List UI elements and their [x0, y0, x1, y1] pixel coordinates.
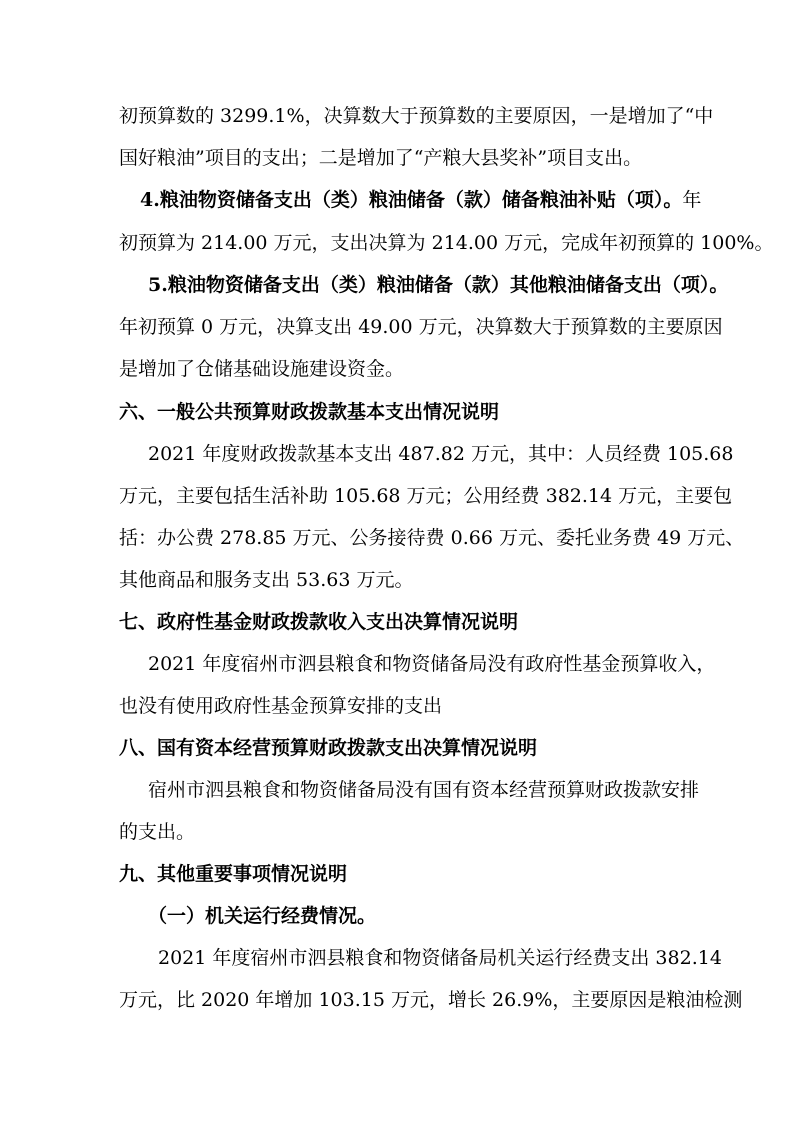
section-heading-line [119, 857, 699, 891]
section-heading: 5.粮油物资储备支出（类）粮油储备（款）其他粮油储备支出（项）。 [148, 274, 729, 296]
line-text: 宿州市泗县粮食和物资储备局没有国有资本经营预算财政拨款安排 [148, 779, 700, 801]
paragraph-line [119, 99, 714, 133]
section-heading: 4.粮油物资储备支出（类）粮油储备（款）储备粮油补贴（项）。 [140, 189, 683, 211]
section-line [140, 183, 702, 217]
section-heading: 六、一般公共预算财政拨款基本支出情况说明 [119, 401, 500, 423]
subsection-heading-line [148, 899, 699, 933]
section-heading: 八、国有资本经营预算财政拨款支出决算情况说明 [119, 737, 538, 759]
line-text: 年初预算 0 万元，决算支出 49.00 万元，决算数大于预算数的主要原因 [119, 316, 723, 338]
line-text: 2021 年度宿州市泗县粮食和物资储备局机关运行经费支出 382.14 [158, 947, 722, 969]
line-text: 初预算数的 3299.1%，决算数大于预算数的主要原因，一是增加了“中 [119, 105, 714, 127]
line-text: 万元，主要包括生活补助 105.68 万元；公用经费 382.14 万元，主要包 [119, 485, 733, 507]
line-text: 括：办公费 278.85 万元、公务接待费 0.66 万元、委托业务费 49 万元、 [119, 527, 745, 549]
section-heading: 九、其他重要事项情况说明 [119, 863, 348, 885]
line-text: 2021 年度宿州市泗县粮食和物资储备局没有政府性基金预算收入， [148, 653, 716, 675]
line-text: 2021 年度财政拨款基本支出 487.82 万元，其中：人员经费 105.68 [148, 443, 734, 465]
paragraph-line [119, 521, 745, 555]
paragraph-line [119, 815, 699, 849]
line-text: 初预算为 214.00 万元，支出决算为 214.00 万元，完成年初预算的 100%。 [119, 232, 774, 254]
paragraph-line [119, 352, 699, 386]
paragraph-line [119, 983, 743, 1017]
section-heading: 七、政府性基金财政拨款收入支出决算情况说明 [119, 611, 519, 633]
line-text: 的支出。 [119, 821, 196, 843]
paragraph-line [148, 773, 699, 807]
paragraph-line [119, 563, 699, 597]
section-heading-line [119, 605, 699, 639]
line-text: 是增加了仓储基础设施建设资金。 [119, 358, 405, 380]
paragraph-line [119, 310, 723, 344]
section-heading-line [119, 731, 699, 765]
line-text: 万元，比 2020 年增加 103.15 万元，增长 26.9%，主要原因是粮油检测 [119, 989, 743, 1011]
section-heading-line [119, 395, 699, 429]
subsection-heading: （一）机关运行经费情况。 [148, 905, 377, 927]
paragraph-line [148, 437, 734, 471]
line-text: 年 [682, 189, 702, 211]
paragraph-line [158, 941, 722, 975]
paragraph-line [119, 141, 699, 175]
paragraph-line [119, 226, 774, 260]
paragraph-line [119, 689, 699, 723]
paragraph-line [119, 479, 733, 513]
paragraph-line [148, 647, 716, 681]
line-text: 其他商品和服务支出 53.63 万元。 [119, 569, 414, 591]
line-text: 也没有使用政府性基金预算安排的支出 [119, 695, 443, 717]
line-text: 国好粮油”项目的支出；二是增加了“产粮大县奖补”项目支出。 [119, 147, 643, 169]
section-heading-line [148, 268, 729, 302]
